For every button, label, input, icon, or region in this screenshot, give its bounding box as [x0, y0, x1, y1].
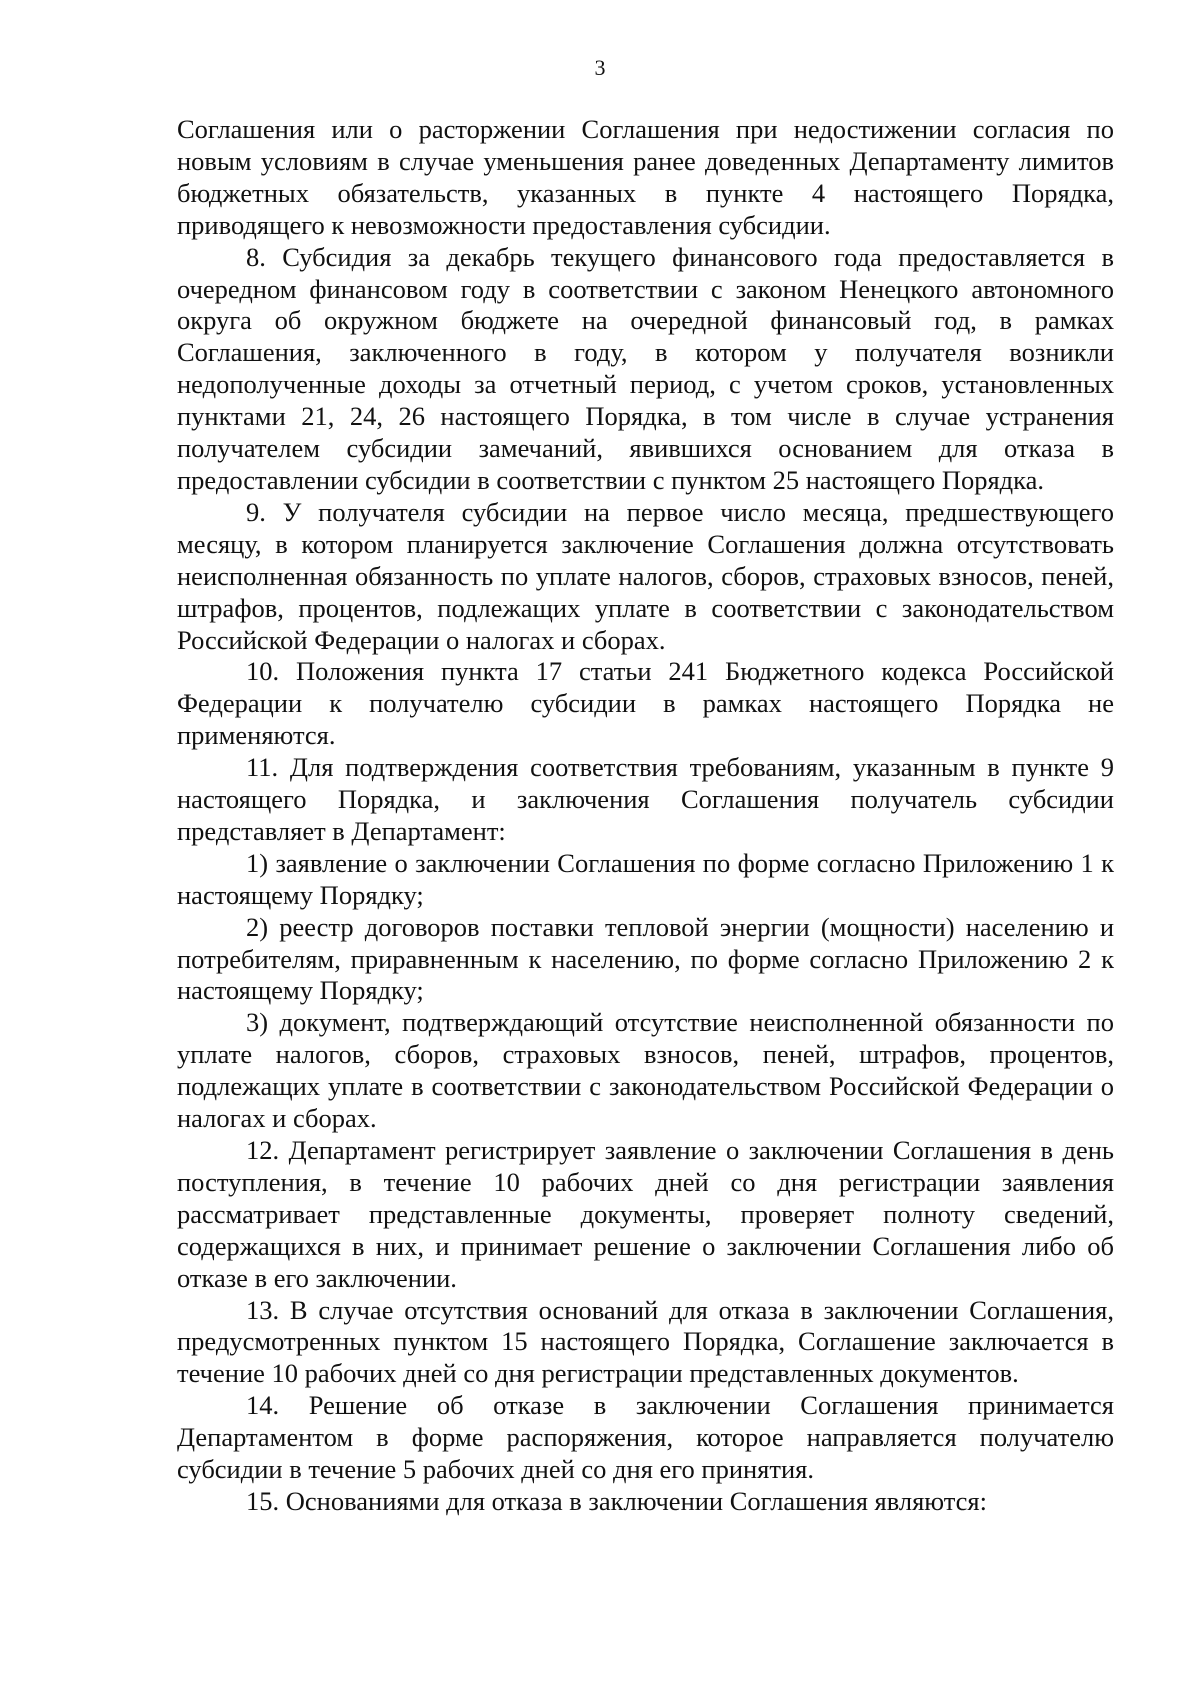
paragraph-item-11: 11. Для подтверждения соответствия требованиям, указанным в пункте 9 настоящего Порядка, и заключения Соглашения получатель субсидии представляет в Департамент: — [177, 752, 1114, 846]
subitem-11-3: 3) документ, подтверждающий отсутствие неисполненной обязанности по уплате налогов, сборов, страховых взносов, пеней, штрафов, процентов, подлежащих уплате в соответствии с законодательством Российской Федерации о налогах и сборах. — [177, 1007, 1114, 1134]
paragraph-item-8: 8. Субсидия за декабрь текущего финансового года предоставляется в очередном финансовом году в соответствии с законом Ненецкого автономного округа об окружном бюджете на очередной финансовый год, в рамках Соглашения, заключенного в году, в котором у получателя возникли недополученные доходы за отчетный период, с учетом сроков, установленных пунктами 21, 24, 26 настоящего Порядка, в том числе в случае устранения получателем субсидии замечаний, явившихся основанием для отказа в предоставлении субсидии в соответствии с пунктом 25 настоящего Порядка. — [177, 241, 1114, 495]
paragraph-item-12: 12. Департамент регистрирует заявление о заключении Соглашения в день поступления, в течение 10 рабочих дней со дня регистрации заявления рассматривает представленные документы, проверяет полноту сведений, содержащихся в них, и принимает решение о заключении Соглашения либо об отказе в его заключении. — [177, 1135, 1114, 1293]
document-body — [177, 114, 1114, 1518]
subitem-11-1: 1) заявление о заключении Соглашения по форме согласно Приложению 1 к настоящему Порядку; — [177, 847, 1114, 910]
page-number: 3 — [594, 55, 606, 80]
subitem-11-2: 2) реестр договоров поставки тепловой энергии (мощности) населению и потребителям, приравненным к населению, по форме согласно Приложению 2 к настоящему Порядку; — [177, 911, 1114, 1006]
paragraph-continuation: Соглашения или о расторжении Соглашения при недостижении согласия по новым условиям в случае уменьшения ранее доведенных Департаменту лимитов бюджетных обязательств, указанных в пункте 4 настоящего Порядка, приводящего к невозможности предоставления субсидии. — [177, 114, 1114, 240]
paragraph-item-15: 15. Основаниями для отказа в заключении Соглашения являются: — [246, 1485, 987, 1516]
paragraph-item-10: 10. Положения пункта 17 статьи 241 Бюджетного кодекса Российской Федерации к получателю субсидии в рамках настоящего Порядка не применяются. — [177, 656, 1114, 751]
paragraph-item-13: 13. В случае отсутствия оснований для отказа в заключении Соглашения, предусмотренных пунктом 15 настоящего Порядка, Соглашение заключается в течение 10 рабочих дней со дня регистрации представленных документов. — [177, 1294, 1114, 1389]
paragraph-item-9: 9. У получателя субсидии на первое число месяца, предшествующего месяцу, в котором планируется заключение Соглашения должна отсутствовать неисполненная обязанность по уплате налогов, сборов, страховых взносов, пеней, штрафов, процентов, подлежащих уплате в соответствии с законодательством Российской Федерации о налогах и сборах. — [177, 496, 1114, 655]
paragraph-item-14: 14. Решение об отказе в заключении Соглашения принимается Департаментом в форме распоряжения, которое направляется получателю субсидии в течение 5 рабочих дней со дня его принятия. — [177, 1390, 1114, 1485]
